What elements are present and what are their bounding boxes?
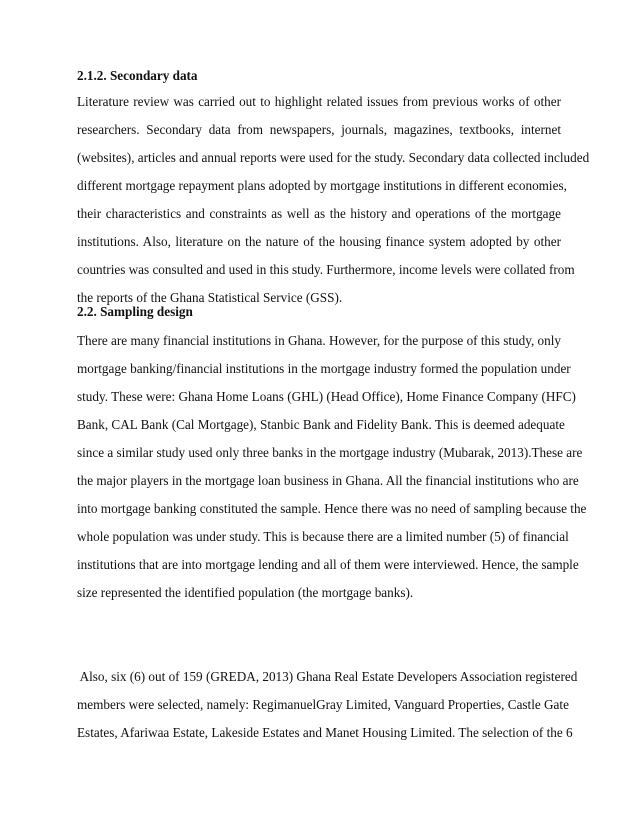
text-line: members were selected, namely: RegimanuelGray Limited, Vanguard Properties, Castle Gate xyxy=(77,697,569,712)
text-line: size represented the identified population (the mortgage banks). xyxy=(77,585,414,600)
paragraph-sampling-design xyxy=(77,327,587,607)
text-line: researchers. Secondary data from newspapers, journals, magazines, textbooks, internet xyxy=(77,122,561,137)
text-line: (websites), articles and annual reports were used for the study. Secondary data collected included xyxy=(77,150,590,165)
text-line: whole population was under study. This is because there are a limited number (5) of financial xyxy=(77,529,569,544)
text-line: their characteristics and constraints as well as the history and operations of the mortgage xyxy=(77,206,561,221)
section-heading-secondary-data: 2.1.2. Secondary data xyxy=(77,68,198,83)
text-line: Estates, Afariwaa Estate, Lakeside Estates and Manet Housing Limited. The selection of the 6 xyxy=(77,725,573,740)
paragraph-secondary-data xyxy=(77,88,590,312)
text-line: study. These were: Ghana Home Loans (GHL) (Head Office), Home Finance Company (HFC) xyxy=(77,389,576,404)
text-line: since a similar study used only three banks in the mortgage industry (Mubarak, 2013).These are xyxy=(77,445,583,460)
text-line: institutions. Also, literature on the nature of the housing finance system adopted by other xyxy=(77,234,561,249)
paragraph-greda-members xyxy=(77,663,578,747)
text-line: mortgage banking/financial institutions in the mortgage industry formed the population under xyxy=(77,361,571,376)
text-line: Literature review was carried out to highlight related issues from previous works of other xyxy=(77,94,561,109)
text-line: Also, six (6) out of 159 (GREDA, 2013) Ghana Real Estate Developers Association registered xyxy=(77,669,578,684)
section-heading-sampling-design: 2.2. Sampling design xyxy=(77,304,193,319)
text-line: Bank, CAL Bank (Cal Mortgage), Stanbic Bank and Fidelity Bank. This is deemed adequate xyxy=(77,417,565,432)
text-line: the reports of the Ghana Statistical Service (GSS). xyxy=(77,290,343,305)
text-line: countries was consulted and used in this study. Furthermore, income levels were collated from xyxy=(77,262,575,277)
text-line: There are many financial institutions in Ghana. However, for the purpose of this study, only xyxy=(77,333,561,348)
text-line: the major players in the mortgage loan business in Ghana. All the financial institutions who are xyxy=(77,473,579,488)
text-line: into mortgage banking constituted the sample. Hence there was no need of sampling because the xyxy=(77,501,587,516)
text-line: institutions that are into mortgage lending and all of them were interviewed. Hence, the sample xyxy=(77,557,579,572)
text-line: different mortgage repayment plans adopted by mortgage institutions in different economies, xyxy=(77,178,567,193)
